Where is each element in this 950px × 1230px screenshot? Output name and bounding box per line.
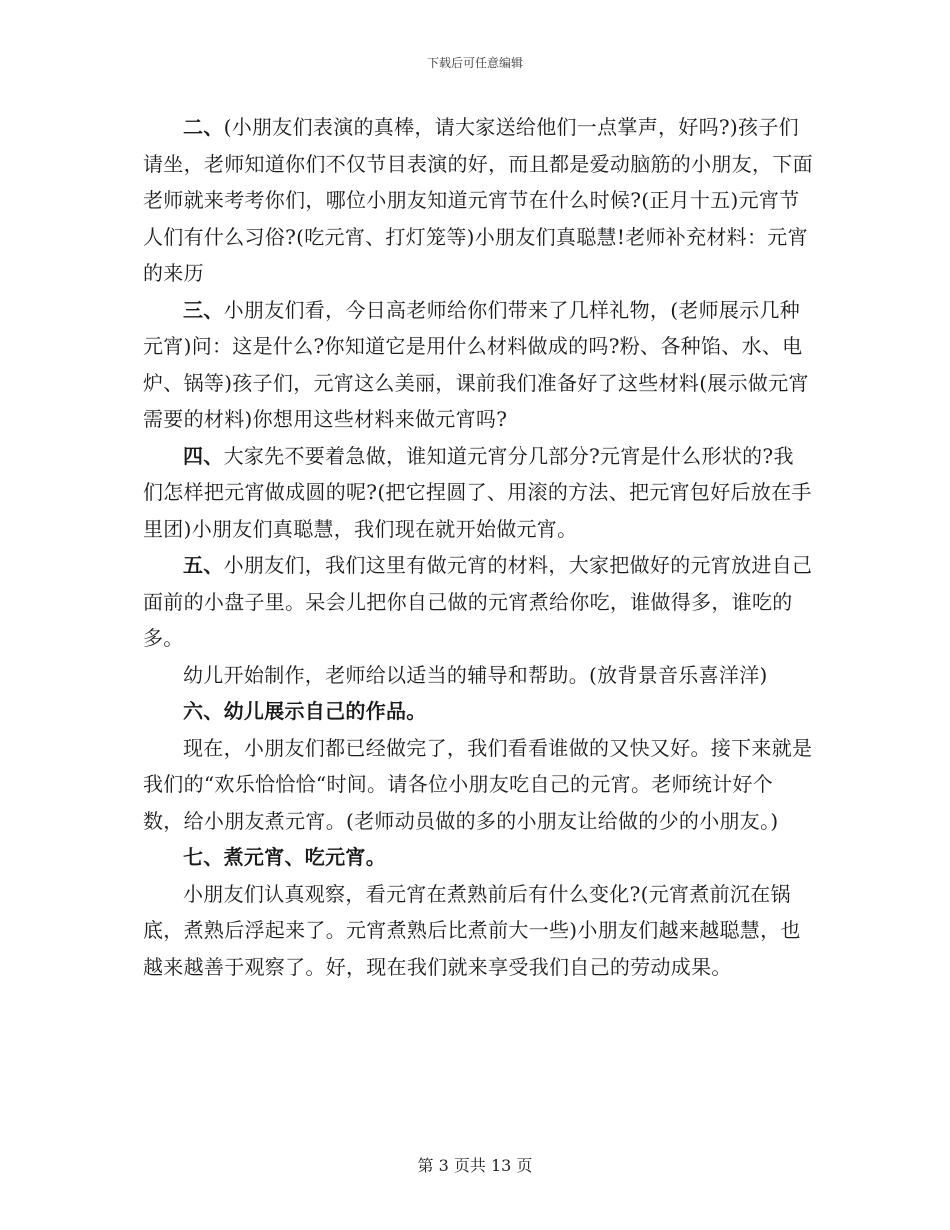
paragraph-step-2	[143, 109, 813, 292]
step-number: 二、	[183, 115, 224, 139]
paragraph-text: (小朋友们表演的真棒，请大家送给他们一点掌声，好吗?)孩子们请坐，老师知道你们不仅节目表演的好，而且都是爱动脑筋的小朋友，下面老师就来考考你们，哪位小朋友知道元宵节在什么时候?(正月十五)元宵节人们有什么习俗?(吃元宵、打灯笼等)小朋友们真聪慧!老师补充材料：元宵的来历	[143, 115, 813, 285]
paragraph-text: 小朋友们看，今日高老师给你们带来了几样礼物，(老师展示几种元宵)问：这是什么?你知道它是用什么材料做成的吗?粉、各种馅、水、电炉、锅等)孩子们，元宵这么美丽，课前我们准备好了这些材料(展示做元宵需要的材料)你想用这些材料来做元宵吗?	[143, 297, 809, 431]
document-body	[143, 109, 813, 985]
paragraph-step-5	[143, 547, 813, 657]
section-heading-6: 六、幼儿展示自己的作品。	[183, 699, 427, 723]
paragraph-step-3	[143, 292, 813, 438]
paragraph-step-7: 小朋友们认真观察，看元宵在煮熟前后有什么变化?(元宵煮前沉在锅底，煮熟后浮起来了。元宵煮熟后比煮前大一些)小朋友们越来越聪慧，也越来越善于观察了。好，现在我们就来享受我们自己的劳动成果。	[143, 881, 801, 979]
step-number: 五、	[183, 553, 224, 577]
paragraph-step-6: 现在，小朋友们都已经做完了，我们看看谁做的又快又好。接下来就是我们的“欢乐恰恰恰“时间。请各位小朋友吃自己的元宵。老师统计好个数，给小朋友煮元宵。(老师动员做的多的小朋友让给做的少的小朋友。)	[143, 735, 813, 833]
step-number: 四、	[183, 443, 224, 468]
step-number: 三、	[183, 297, 224, 322]
paragraph-text: 大家先不要着急做，谁知道元宵分几部分?元宵是什么形状的?我们怎样把元宵做成圆的呢?(把它捏圆了、用滚的方法、把元宵包好后放在手里团)小朋友们真聪慧，我们现在就开始做元宵。	[143, 443, 812, 541]
paragraph-step-4	[143, 438, 813, 548]
paragraph-production	[143, 657, 813, 694]
page-header: 下载后可任意编辑	[426, 56, 523, 70]
page-footer: 第 3 页共 13 页	[417, 1156, 533, 1175]
paragraph-text: 小朋友们，我们这里有做元宵的材料，大家把做好的元宵放进自己面前的小盘子里。呆会儿把你自己做的元宵煮给你吃，谁做得多，谁吃的多。	[143, 553, 813, 650]
section-heading-7: 七、煮元宵、吃元宵。	[183, 845, 386, 869]
paragraph-text: 幼儿开始制作，老师给以适当的辅导和帮助。(放背景音乐喜洋洋)	[183, 662, 768, 687]
